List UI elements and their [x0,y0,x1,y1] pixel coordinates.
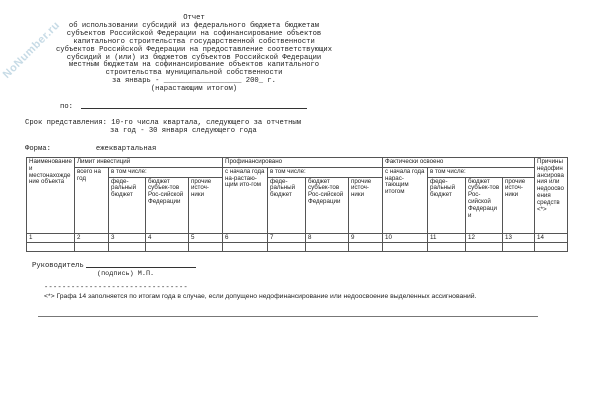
column-number: 12 [466,233,503,243]
recipient-label: по: [60,103,73,111]
title-period: за январь - __________________ 200_ г. [112,77,276,86]
column-number: 3 [109,233,146,243]
header-subj: бюджет субъек-тов Рос-сийской Федерации [466,177,503,233]
column-number: 14 [535,233,568,243]
empty-cell [349,243,383,252]
column-number: 4 [146,233,189,243]
column-number: 2 [75,233,109,243]
column-number: 8 [306,233,349,243]
title-line: субсидий и (или) из бюджетов субъектов Российской Федерации [66,53,322,62]
empty-cell [306,243,349,252]
header-total-year: всего на год [75,167,109,233]
column-number: 1 [27,233,75,243]
empty-cell [428,243,466,252]
title-line: местным бюджетам на софинансирование объектов капитального [68,61,320,70]
signature-label: Руководитель [32,262,84,270]
empty-cell [109,243,146,252]
column-number: 10 [383,233,428,243]
watermark: NoNumber.ru [0,19,63,81]
title-line: субъектов Российской Федерации на софинансирование объектов [66,29,322,38]
header-other: прочие источ-ники [189,177,223,233]
header-since-start: с начала года нарас-тающим итогом [383,167,428,233]
title-line: субъектов Российской Федерации на предоставление соответствующих [55,45,333,54]
header-since-start: с начала года на-растаю-щим ито-гом [223,167,268,233]
empty-cell [189,243,223,252]
column-number: 5 [189,233,223,243]
header-mastered: Фактически освоено [383,158,535,168]
header-subj: бюджет субъек-тов Рос-сийской Федерации [146,177,189,233]
report-table [26,157,568,252]
form-line [25,145,156,153]
empty-data-row [27,243,568,252]
footnote: <*> Графа 14 заполняется по итогам года в случае, если допущено недофинансирование или недоосвоение выделенных ассигнований. [44,293,477,300]
header-incl: в том числе: [428,167,535,177]
header-incl: в том числе: [109,167,223,177]
signature-line [32,262,196,270]
header-fed: феде-ральный бюджет [109,177,146,233]
empty-cell [146,243,189,252]
deadline-line: за год - 30 января следующего года [110,127,257,135]
column-number: 7 [268,233,306,243]
deadline [25,119,301,135]
recipient-blank [81,108,307,109]
header-financed: Профинансировано [223,158,383,168]
column-number: 11 [428,233,466,243]
header-fed: феде-ральный бюджет [268,177,306,233]
header-reasons: Причины недофинансирования или недоосвоения средств <*> [535,158,568,234]
title-line: капитального строительства государственной собственности [73,37,315,46]
recipient-line [60,103,307,111]
column-number: 9 [349,233,383,243]
title-period-note: (нарастающим итогом) [150,85,238,94]
title-line: строительства муниципальной собственности [105,69,283,78]
column-numbers-row [27,233,568,243]
empty-cell [503,243,535,252]
title-line: об использовании субсидий из федерального бюджета бюджетам [68,21,320,30]
deadline-line: Срок представления: 10-го числа квартала, следующего за отчетным [25,119,302,127]
column-number: 13 [503,233,535,243]
signature-sub: (подпись) М.П. [97,270,155,278]
report-title [44,15,344,94]
empty-cell [75,243,109,252]
header-limit: Лимит инвестиций [75,158,223,168]
empty-cell [466,243,503,252]
header-fed: феде-ральный бюджет [428,177,466,233]
header-incl: в том числе: [268,167,383,177]
header-subj: бюджет субъек-тов Рос-сийской Федерации [306,177,349,233]
header-other: прочие источ-ники [349,177,383,233]
column-number: 6 [223,233,268,243]
header-other: прочие источ-ники [503,177,535,233]
empty-cell [27,243,75,252]
header-object: Наименование и местонахождение объекта [27,158,75,234]
empty-cell [383,243,428,252]
signature-blank [86,267,196,268]
bottom-rule [38,316,538,317]
form-value: ежеквартальная [95,145,157,153]
title-line: Отчет [183,14,205,22]
empty-cell [268,243,306,252]
empty-cell [535,243,568,252]
footnote-separator: -------------------------------- [44,284,189,292]
empty-cell [223,243,268,252]
form-label: Форма: [25,145,51,153]
